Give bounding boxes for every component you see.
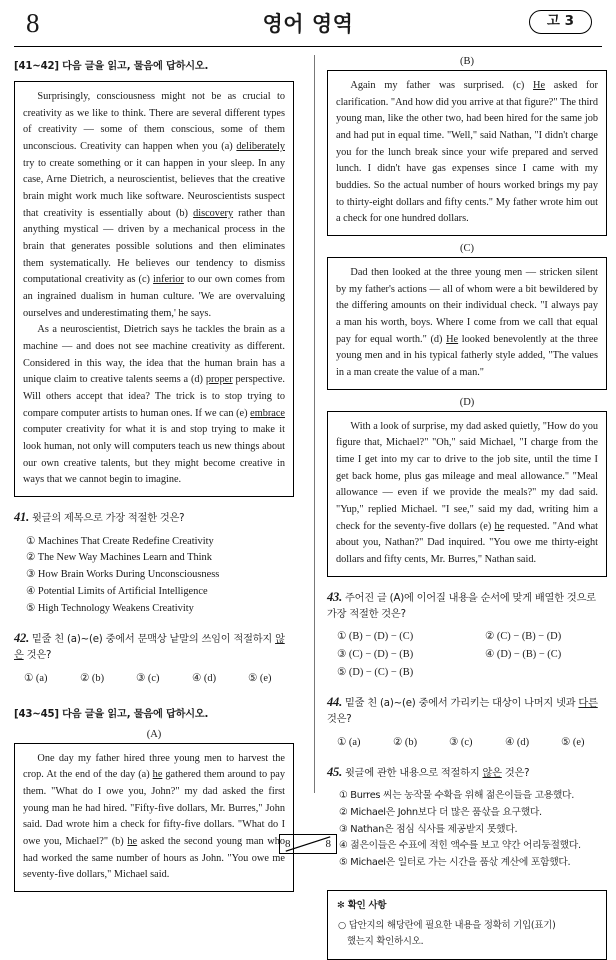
question-43-number: 43.	[327, 589, 343, 604]
question-41-choices	[14, 534, 294, 618]
choice-option[interactable]: ④ (d)	[192, 672, 217, 684]
passage-paragraph: One day my father hired three young men to harvest the crop. At the end of the day (a) he gathered them around to pay them. "What do I owe you, John?" my dad asked the first young man he had hired. "Fifty-five dollars, Mr. Burres," John said. Dad wrote him a check for fifty-five dollars. "What do I owe you, Michael?" (b) he asked the second young man who had worked the same number of hours as John. "You owe me seventy-five dollars," Michael said.	[23, 752, 286, 881]
page-title: 영어 영역	[262, 12, 354, 36]
question-43	[327, 588, 607, 682]
choice-option[interactable]: ④ (d)	[505, 736, 530, 748]
choice-option[interactable]: ③ Nathan은 점심 식사를 제공받지 못했다.	[339, 823, 518, 835]
passage-d	[327, 411, 607, 577]
negation-emphasis: 않은	[482, 767, 502, 779]
choice-option[interactable]: ② (C) − (B) − (D)	[485, 630, 562, 642]
instruction-43-45: [43~45] 다음 글을 읽고, 물음에 답하시오.	[14, 708, 209, 720]
question-45-choices	[327, 788, 607, 872]
passage-main	[14, 81, 294, 497]
choice-option[interactable]: ⑤ (D) − (C) − (B)	[337, 666, 414, 678]
footer-left-number: 8	[285, 837, 291, 850]
confirmation-body: ○ 답안지의 해당란에 필요한 내용을 정확히 기입(표기) 했는지 확인하시오.	[338, 919, 556, 948]
header-divider	[14, 46, 602, 47]
choice-option[interactable]: ① (B) − (D) − (C)	[337, 630, 414, 642]
choice-option[interactable]: ④ (D) − (B) − (C)	[485, 648, 562, 660]
page-number: 8	[26, 7, 40, 38]
page-footer	[0, 834, 616, 854]
choice-option[interactable]: ① Machines That Create Redefine Creativity	[26, 535, 214, 547]
choice-option[interactable]: ② (b)	[80, 672, 105, 684]
bullet-circle-icon: ○	[338, 919, 346, 931]
question-43-choices	[327, 629, 607, 682]
column-divider	[314, 55, 315, 793]
question-45	[327, 763, 607, 873]
passage-b	[327, 70, 607, 236]
passage-d-label: (D)	[459, 396, 475, 408]
question-45-number: 45.	[327, 764, 343, 779]
choice-option[interactable]: ③ (C) − (D) − (B)	[337, 648, 414, 660]
confirmation-box	[327, 890, 607, 959]
passage-paragraph: Dad then looked at the three young men — stricken silent by my father's actions — all of whom were a bit bewildered by the differing amounts on their individual check. "I always pay a man his worth, boys. Where I come from we call that equal pay for equal worth." (d) He looked benevolently at the three young men and in his typical fatherly style added, "The values in a man create the value of a man."	[336, 267, 598, 379]
choice-option[interactable]: ⑤ Michael은 일터로 가는 시간을 품삯 계산에 포함했다.	[339, 857, 571, 869]
passage-paragraph: Surprisingly, consciousness might not be as crucial to creativity as we like to think. There are several different types of creativity — some of them conscious, some of them unconscious. Creativity can happen when you (a) deliberately try to create something or it can happen in your sleep. In any case, Arne Dietrich, a neuroscientist, believes that the creative brain might work much like software. Neuroscientists suspect that creativity is essentially about (b) discovery rather than anything mystical — driven by a mechanical process in the brain that generates possible solutions and then eliminates them systematically. He believes our tendency to dismiss computational creativity as (c) inferior to our own comes from an ingrained dualism in human culture. 'We are overvaluing ourselves and underestimating them,' he says.	[23, 91, 286, 319]
choice-option[interactable]: ④ Potential Limits of Artificial Intelligence	[26, 586, 208, 598]
question-44	[327, 693, 607, 752]
choice-option[interactable]: ⑤ (e)	[561, 736, 585, 748]
grade-badge: 고 3	[529, 10, 592, 34]
passage-b-label: (B)	[460, 56, 474, 67]
choice-option[interactable]: ③ (c)	[449, 736, 473, 748]
bullet-star-icon: ✻	[337, 900, 345, 912]
choice-option[interactable]: ② The New Way Machines Learn and Think	[26, 552, 212, 564]
question-44-number: 44.	[327, 694, 343, 709]
choice-option[interactable]: ② Michael은 John보다 더 많은 품삯을 요구했다.	[339, 806, 542, 818]
question-41-number: 41.	[14, 510, 30, 525]
page-header	[14, 0, 602, 46]
question-44-prompt: 44. 밑줄 친 (a)~(e) 중에서 가리키는 대상이 나머지 넷과 다른 것은?	[327, 694, 598, 725]
instruction-41-42: [41~42] 다음 글을 읽고, 물음에 답하시오.	[14, 61, 209, 72]
negation-emphasis: 않은	[14, 633, 285, 662]
footer-page-marker	[279, 834, 337, 854]
choice-option[interactable]: ⑤ (e)	[248, 672, 272, 684]
passage-paragraph: As a neuroscientist, Dietrich says he tackles the brain as a machine — and does not see machine creativity as different. Considered in this way, the idea that the human brain has a unique claim to creative talents seems a (d) proper perspective. Will others accept that idea? The trick is to stop trying to compare computer artists to human ones. If we can (e) embrace computer creativity for what it is and stop trying to make it look human, not only will computers teach us new things about our own creative talents, but they might become creative in ways that we cannot begin to imagine.	[23, 324, 285, 486]
choice-option[interactable]: ④ 젊은이들은 수표에 적힌 액수를 보고 약간 어리둥절했다.	[339, 840, 581, 852]
passage-a-label: (A)	[146, 728, 162, 740]
choice-option[interactable]: ⑤ High Technology Weakens Creativity	[26, 602, 194, 614]
passage-paragraph: With a look of surprise, my dad asked quietly, "How do you figure that, Michael?" "Oh," said Michael, "I charge from the time I get into my car to drive to the job site, until the time I get back home, plus gas mileage and meal allowance." "Meal allowance — even if we provide the meals?" my dad said. "Yup," replied Michael. "I see," said my dad, writing him a check for the seventy-five dollars (e) he requested. "And what about you, Nathan?" Dad inquired. "You owe me thirty-eight dollars and fifty cents, Mr. Burres," Nathan said.	[336, 420, 598, 566]
choice-option[interactable]: ③ How Brain Works During Unconsciousness	[26, 569, 220, 581]
right-column	[323, 53, 607, 948]
question-43-prompt: 43. 주어진 글 (A)에 이어질 내용을 순서에 맞게 배열한 것으로 가장 적절한 것은?	[327, 589, 596, 621]
passage-c	[327, 257, 607, 390]
choice-option[interactable]: ① Burres 씨는 농작물 수확을 위해 젊은이들을 고용했다.	[339, 789, 575, 801]
choice-option[interactable]: ① (a)	[337, 736, 361, 748]
question-44-choices	[327, 735, 607, 752]
question-41	[14, 508, 294, 618]
passage-a	[14, 743, 294, 892]
two-column-body	[14, 53, 602, 948]
question-41-prompt: 41. 윗글의 제목으로 가장 적절한 것은?	[14, 510, 185, 525]
choice-option[interactable]: ② (b)	[393, 736, 418, 748]
choice-option[interactable]: ① (a)	[24, 672, 48, 684]
question-45-prompt: 45. 윗글에 관한 내용으로 적절하지 않은 것은?	[327, 764, 530, 779]
question-42-choices	[14, 671, 294, 688]
confirmation-title: ✻ 확인 사항	[337, 900, 387, 912]
passage-paragraph: Again my father was surprised. (c) He asked for clarification. "And how did you arrive at that figure?" The third young man, like the other two, had been hired for the same job and had put in equal time. "Well," said Nathan, "I didn't charge you for the lunch break since your wife prepared and served lunch. I didn't have gas expenses since I came with my buddies. So the actual number of hours worked brings my pay to thirty-eight dollars and fifty cents." My father wrote him out a check for one hundred dollars.	[336, 80, 598, 225]
left-column	[14, 53, 306, 881]
negation-emphasis: 다른	[578, 697, 598, 709]
choice-option[interactable]: ③ (c)	[136, 672, 160, 684]
question-42-number: 42.	[14, 630, 30, 645]
footer-right-number: 8	[325, 837, 331, 850]
question-42-prompt: 42. 밑줄 친 (a)~(e) 중에서 문맥상 낱말의 쓰임이 적절하지 않은 것은?	[14, 630, 285, 662]
question-42	[14, 629, 294, 688]
passage-c-label: (C)	[460, 243, 474, 255]
